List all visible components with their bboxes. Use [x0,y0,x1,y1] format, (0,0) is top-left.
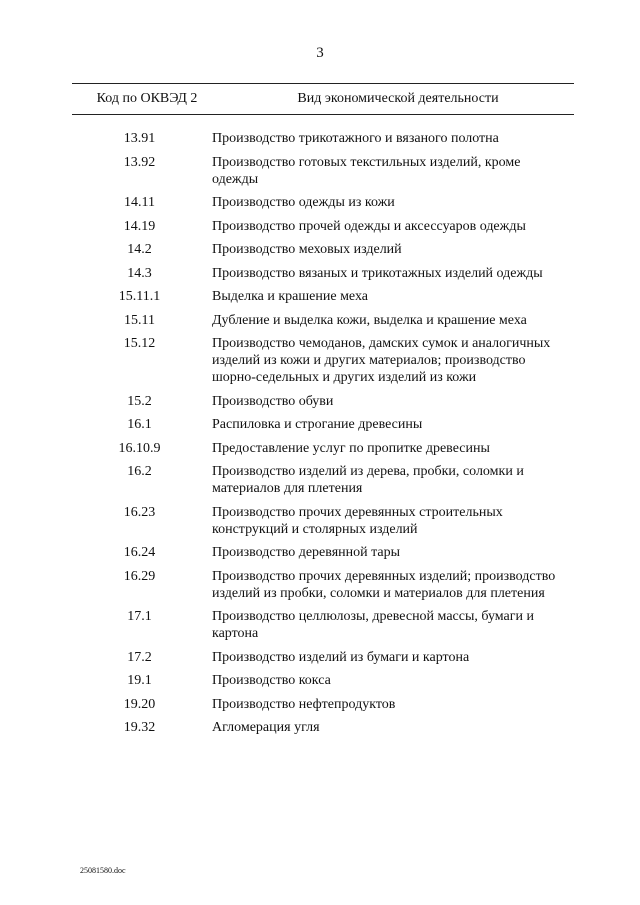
table-row [72,416,574,433]
activity-description: Производство чемоданов, дамских сумок и аналогичных изделий из кожи и других материалов; производство шорно-седельных и других изделий из кожи [212,336,551,385]
okved-code: 17.1 [127,609,152,624]
okved-code: 19.32 [123,720,156,735]
okved-code: 15.12 [123,336,156,351]
table-row [72,719,574,736]
activity-description: Производство прочих деревянных строительных конструкций и столярных изделий [212,504,503,537]
table-row [72,241,574,258]
table-row [72,393,574,410]
activity-description: Выделка и крашение меха [212,289,368,304]
table-row [72,608,574,642]
column-header-activity: Вид экономической деятельности [297,91,499,106]
activity-description: Распиловка и строгание древесины [212,417,423,432]
activity-description: Агломерация угля [212,720,320,735]
activity-table-body [72,130,574,743]
activity-description: Производство меховых изделий [212,242,402,257]
table-row [72,218,574,235]
activity-description: Производство готовых текстильных изделий, кроме одежды [212,154,521,187]
okved-code: 14.3 [127,265,152,281]
table-row [72,288,574,305]
activity-description: Производство целлюлозы, древесной массы, бумаги и картона [212,609,534,641]
table-row [72,440,574,457]
okved-code: 16.24 [123,545,156,560]
okved-code: 14.11 [124,195,155,210]
okved-code: 13.92 [123,154,156,170]
activity-description: Производство изделий из бумаги и картона [212,649,470,665]
okved-code: 16.29 [123,568,156,584]
activity-description: Производство нефтепродуктов [212,696,396,712]
activity-description: Производство деревянной тары [212,545,401,560]
okved-code: 16.23 [123,504,156,520]
activity-description: Производство обуви [212,393,334,409]
okved-code: 13.91 [123,131,156,146]
okved-code: 15.2 [127,393,152,409]
okved-code: 15.11 [124,312,155,328]
table-row [72,265,574,282]
table-row [72,696,574,713]
activity-description: Производство прочей одежды и аксессуаров одежды [212,218,526,234]
okved-code: 16.1 [127,417,152,432]
okved-code: 17.2 [127,649,152,665]
table-header [72,83,574,115]
activity-description: Производство прочих деревянных изделий; производство изделий из пробки, соломки и материалов для плетения [212,568,556,601]
column-header-code: Код по ОКВЭД 2 [96,91,198,106]
table-row [72,649,574,666]
table-row [72,130,574,147]
table-row [72,544,574,561]
okved-code: 19.1 [127,673,152,688]
okved-code: 15.11.1 [118,289,161,304]
activity-description: Производство кокса [212,673,331,688]
table-row [72,194,574,211]
activity-description: Производство изделий из дерева, пробки, соломки и материалов для плетения [212,464,524,496]
activity-description: Производство трикотажного и вязаного полотна [212,131,499,146]
okved-code: 14.2 [127,242,152,257]
okved-code: 16.2 [127,464,152,479]
activity-description: Дубление и выделка кожи, выделка и крашение меха [212,312,527,328]
activity-description: Предоставление услуг по пропитке древесины [212,440,490,456]
activity-description: Производство одежды из кожи [212,195,395,210]
table-row [72,335,574,386]
document-filename: 25081580.doc [80,866,126,875]
okved-code: 16.10.9 [118,440,161,456]
table-row [72,504,574,538]
page-number: 3 [316,45,324,61]
table-row [72,568,574,602]
table-row [72,463,574,497]
table-row [72,672,574,689]
activity-description: Производство вязаных и трикотажных изделий одежды [212,265,543,281]
table-row [72,154,574,188]
okved-code: 19.20 [123,696,156,712]
okved-code: 14.19 [123,218,156,234]
table-row [72,312,574,329]
